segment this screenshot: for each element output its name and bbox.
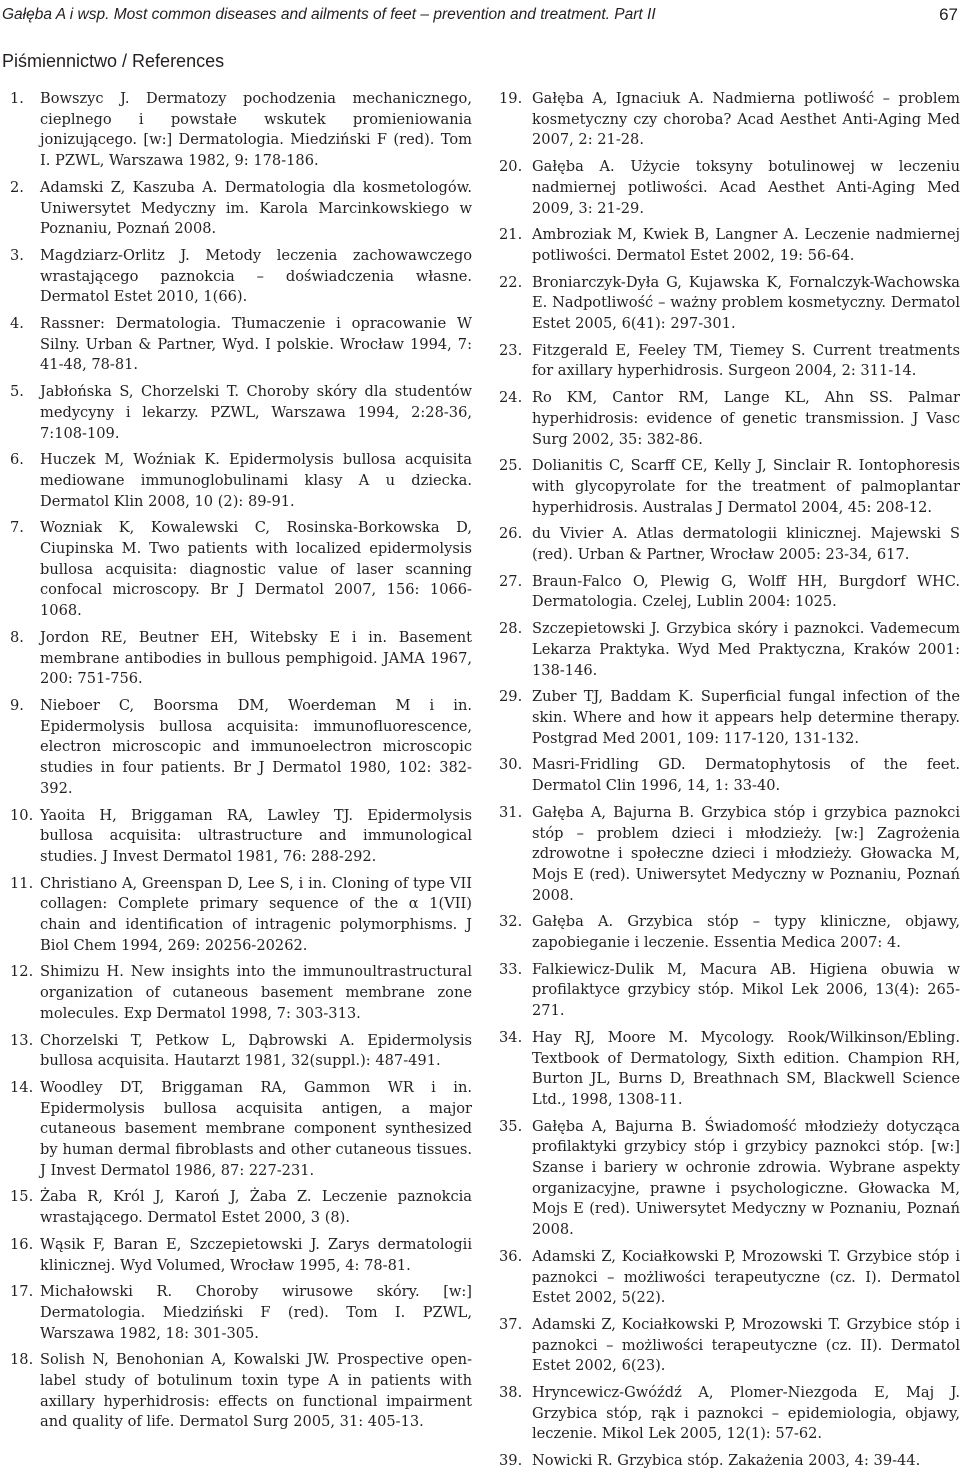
reference-item xyxy=(2,450,472,512)
reference-item xyxy=(494,388,960,450)
reference-number: 21. xyxy=(499,226,523,244)
reference-number: 6. xyxy=(10,451,24,469)
reference-text: Gałęba A. Użycie toksyny botulinowej w leczeniu nadmiernej potliwości. Acad Aesthet Anti-Aging Med 2009, 3: 21-29. xyxy=(532,158,960,217)
reference-item xyxy=(494,89,960,151)
running-header xyxy=(2,0,958,30)
reference-text: Fitzgerald E, Feeley TM, Tiemey S. Current treatments for axillary hyperhidrosis. Surgeon 2004, 2: 311-14. xyxy=(532,341,960,380)
reference-text: Adamski Z, Kociałkowski P, Mrozowski T. Grzybice stóp i paznokci – możliwości terapeutyczne (cz. I). Dermatol Estet 2002, 5(22). xyxy=(532,1247,960,1307)
reference-number: 26. xyxy=(499,525,523,543)
reference-text: Rassner: Dermatologia. Tłumaczenie i opracowanie W Silny. Urban & Partner, Wyd. I polskie. Wrocław 1994, 7: 41-48, 78-81. xyxy=(40,315,472,374)
reference-text: Żaba R, Król J, Karoń J, Żaba Z. Leczenie paznokcia wrastającego. Dermatol Estet 2000, 3 (8). xyxy=(40,1188,472,1227)
reference-text: Hryncewicz-Gwóźdź A, Plomer-Niezgoda E, Maj J. Grzybica stóp, rąk i paznokci – epidemiologia, objawy, leczenie. Mikol Lek 2005, 12(1): 57-62. xyxy=(532,1384,960,1443)
reference-text: Bowszyc J. Dermatozy pochodzenia mechanicznego, cieplnego i powstałe wskutek promieniowania jonizującego. [w:] Dermatologia. Miedziński F (red). Tom I. PZWL, Warszawa 1982, 9: 178-186. xyxy=(40,90,472,170)
reference-text: Jabłońska S, Chorzelski T. Choroby skóry dla studentów medycyny i lekarzy. PZWL, Warszawa 1994, 2:28-36, 7:108-109. xyxy=(40,383,472,442)
reference-number: 2. xyxy=(10,178,24,196)
reference-item xyxy=(2,1235,472,1276)
reference-text: Woodley DT, Briggaman RA, Gammon WR i in. Epidermolysis bullosa acquisita antigen, a major cutaneous basement membrane component synthesized by human dermal fibroblasts and other cutaneous tissues. J Invest Dermatol 1986, 87: 227-231. xyxy=(40,1078,472,1179)
section-title: Piśmiennictwo / References xyxy=(2,51,225,71)
reference-number: 25. xyxy=(499,457,523,475)
reference-number: 4. xyxy=(10,315,24,333)
reference-item xyxy=(494,1315,960,1377)
reference-item xyxy=(494,619,960,681)
reference-item xyxy=(2,1078,472,1182)
reference-text: Wąsik F, Baran E, Szczepietowski J. Zarys dermatologii klinicznej. Wyd Volumed, Wrocław 1995, 4: 78-81. xyxy=(40,1235,472,1274)
reference-number: 9. xyxy=(10,696,24,714)
reference-number: 31. xyxy=(499,803,523,821)
reference-number: 23. xyxy=(499,341,523,359)
reference-number: 10. xyxy=(10,806,34,824)
reference-item xyxy=(494,1247,960,1309)
reference-text: Masri-Fridling GD. Dermatophytosis of the feet. Dermatol Clin 1996, 14, 1: 33-40. xyxy=(532,756,960,795)
reference-number: 15. xyxy=(10,1188,34,1206)
running-title: Gałęba A i wsp. Most common diseases and ailments of feet – prevention and treatment. Part II xyxy=(2,6,656,23)
reference-item xyxy=(494,1383,960,1445)
reference-text: Gałęba A, Ignaciuk A. Nadmierna potliwość – problem kosmetyczny czy choroba? Acad Aesthet Anti-Aging Med 2007, 2: 21-28. xyxy=(532,90,960,149)
reference-item xyxy=(494,1028,960,1111)
reference-text: Adamski Z, Kaszuba A. Dermatologia dla kosmetologów. Uniwersytet Medyczny im. Karola Marcinkowskiego w Poznaniu, Poznań 2008. xyxy=(40,178,472,238)
reference-text: Hay RJ, Moore M. Mycology. Rook/Wilkinson/Ebling. Textbook of Dermatology, Sixth edition. Champion RH, Burton JL, Burns D, Breathnach SM, Blackwell Science Ltd., 1998, 1308-11. xyxy=(532,1028,960,1108)
reference-item xyxy=(2,874,472,957)
reference-text: Falkiewicz-Dulik M, Macura AB. Higiena obuwia w profilaktyce grzybicy stóp. Mikol Lek 2006, 13(4): 265-271. xyxy=(532,960,960,1020)
reference-number: 19. xyxy=(499,90,523,107)
reference-item xyxy=(2,246,472,308)
reference-number: 12. xyxy=(10,963,34,981)
references-column-right xyxy=(494,89,960,1478)
reference-item xyxy=(494,225,960,266)
reference-text: Michałowski R. Choroby wirusowe skóry. [w:] Dermatologia. Miedziński F (red). Tom I. PZWL, Warszawa 1982, 18: 301-305. xyxy=(40,1283,472,1342)
reference-number: 38. xyxy=(499,1384,523,1402)
reference-number: 37. xyxy=(499,1315,523,1333)
reference-text: du Vivier A. Atlas dermatologii klinicznej. Majewski S (red). Urban & Partner, Wrocław 2005: 23-34, 617. xyxy=(532,525,960,564)
reference-number: 30. xyxy=(499,756,523,774)
reference-number: 24. xyxy=(499,389,523,407)
reference-text: Ambroziak M, Kwiek B, Langner A. Leczenie nadmiernej potliwości. Dermatol Estet 2002, 19: 56-64. xyxy=(532,226,960,264)
reference-item xyxy=(2,382,472,444)
reference-text: Gałęba A. Grzybica stóp – typy kliniczne, objawy, zapobieganie i leczenie. Essentia Medica 2007: 4. xyxy=(532,913,960,952)
reference-text: Chorzelski T, Petkow L, Dąbrowski A. Epidermolysis bullosa acquisita. Hautarzt 1981, 32(suppl.): 487-491. xyxy=(40,1031,472,1070)
reference-item xyxy=(2,806,472,868)
reference-number: 16. xyxy=(10,1235,34,1253)
reference-item xyxy=(494,803,960,907)
reference-item xyxy=(2,518,472,622)
reference-text: Yaoita H, Briggaman RA, Lawley TJ. Epidermolysis bullosa acquisita: ultrastructure and immunological studies. J Invest Dermatol 1981, 76: 288-292. xyxy=(40,806,472,865)
reference-text: Zuber TJ, Baddam K. Superficial fungal infection of the skin. Where and how it appears help determine therapy. Postgrad Med 2001, 109: 117-120, 131-132. xyxy=(532,688,960,747)
reference-text: Solish N, Benohonian A, Kowalski JW. Prospective open-label study of botulinum toxin type A in patients with axillary hyperhidrosis: effects on functional impairment and quality of life. Dermatol Surg 2005, 31: 405-13. xyxy=(40,1351,472,1431)
reference-text: Shimizu H. New insights into the immunoultrastructural organization of cutaneous basement membrane zone molecules. Exp Dermatol 1998, 7: 303-313. xyxy=(40,963,472,1022)
reference-item xyxy=(494,1117,960,1241)
reference-number: 5. xyxy=(10,383,24,401)
reference-text: Szczepietowski J. Grzybica skóry i paznokci. Vademecum Lekarza Praktyka. Wyd Med Praktyczna, Kraków 2001: 138-146. xyxy=(532,620,960,679)
reference-item xyxy=(2,1031,472,1072)
reference-number: 32. xyxy=(499,913,523,931)
reference-number: 35. xyxy=(499,1117,523,1135)
reference-number: 27. xyxy=(499,572,523,590)
reference-text: Nowicki R. Grzybica stóp. Zakażenia 2003, 4: 39-44. xyxy=(532,1452,921,1470)
reference-item xyxy=(2,628,472,690)
reference-text: Ro KM, Cantor RM, Lange KL, Ahn SS. Palmar hyperhidrosis: evidence of genetic transmission. J Vasc Surg 2002, 35: 382-86. xyxy=(532,389,960,448)
reference-text: Huczek M, Woźniak K. Epidermolysis bullosa acquisita mediowane immunoglobulinami klasy A u dziecka. Dermatol Klin 2008, 10 (2): 89-91. xyxy=(40,451,472,510)
reference-item xyxy=(494,341,960,382)
reference-item xyxy=(2,89,472,172)
reference-number: 7. xyxy=(10,519,24,537)
reference-number: 33. xyxy=(499,960,523,978)
reference-text: Dolianitis C, Scarff CE, Kelly J, Sinclair R. Iontophoresis with glycopyrolate for the treatment of palmoplantar hyperhidrosis. Australas J Dermatol 2004, 45: 208-12. xyxy=(532,457,960,516)
references-column-left xyxy=(2,89,472,1439)
reference-item xyxy=(494,755,960,796)
reference-item xyxy=(494,1451,960,1472)
reference-text: Christiano A, Greenspan D, Lee S, i in. Cloning of type VII collagen: Complete primary sequence of the α 1(VII) chain and identification of intragenic polymorphisms. J Biol Chem 1994, 269: 20256-20262. xyxy=(40,874,472,954)
reference-item xyxy=(2,1350,472,1433)
reference-number: 8. xyxy=(10,628,24,646)
reference-item xyxy=(494,456,960,518)
reference-text: Gałęba A, Bajurna B. Grzybica stóp i grzybica paznokci stóp – problem dzieci i młodzieży. [w:] Zagrożenia zdrowotne i społeczne dzieci i młodzieży. Głowacka M, Mojs E (red). Uniwersytet Medyczny w Poznaniu, Poznań 2008. xyxy=(532,803,960,904)
reference-text: Nieboer C, Boorsma DM, Woerdeman M i in. Epidermolysis bullosa acquisita: immunofluorescence, electron microscopic and immunoelectron microscopic studies in four patients. Br J Dermatol 1980, 102: 382-392. xyxy=(40,696,472,797)
reference-number: 1. xyxy=(10,90,24,107)
reference-number: 11. xyxy=(10,874,34,892)
reference-text: Braun-Falco O, Plewig G, Wolff HH, Burgdorf WHC. Dermatologia. Czelej, Lublin 2004: 1025. xyxy=(532,572,960,611)
page-number: 67 xyxy=(939,5,958,24)
reference-text: Adamski Z, Kociałkowski P, Mrozowski T. Grzybice stóp i paznokci – możliwości terapeutyczne (cz. II). Dermatol Estet 2002, 6(23). xyxy=(532,1315,960,1375)
reference-item xyxy=(2,1187,472,1228)
reference-number: 17. xyxy=(10,1283,34,1301)
reference-item xyxy=(494,572,960,613)
reference-text: Jordon RE, Beutner EH, Witebsky E i in. Basement membrane antibodies in bullous pemphigoid. JAMA 1967, 200: 751-756. xyxy=(40,628,472,688)
reference-item xyxy=(494,273,960,335)
reference-number: 29. xyxy=(499,688,523,706)
reference-number: 3. xyxy=(10,246,24,264)
reference-item xyxy=(494,912,960,953)
reference-number: 22. xyxy=(499,273,523,291)
reference-number: 36. xyxy=(499,1247,523,1265)
reference-item xyxy=(2,962,472,1024)
reference-number: 13. xyxy=(10,1031,34,1049)
reference-number: 20. xyxy=(499,158,523,176)
reference-item xyxy=(2,1282,472,1344)
reference-item xyxy=(2,314,472,376)
reference-text: Magdziarz-Orlitz J. Metody leczenia zachowawczego wrastającego paznokcia – doświadczenia własne. Dermatol Estet 2010, 1(66). xyxy=(40,246,472,306)
reference-item xyxy=(494,960,960,1022)
reference-text: Broniarczyk-Dyła G, Kujawska K, Fornalczyk-Wachowska E. Nadpotliwość – ważny problem kosmetyczny. Dermatol Estet 2005, 6(41): 297-301. xyxy=(532,273,960,333)
reference-item xyxy=(494,524,960,565)
reference-item xyxy=(2,178,472,240)
reference-number: 18. xyxy=(10,1351,34,1369)
reference-number: 34. xyxy=(499,1028,523,1046)
reference-text: Gałęba A, Bajurna B. Świadomość młodzieży dotycząca profilaktyki grzybicy stóp i grzybicy paznokci stóp. [w:] Szanse i bariery w ochronie zdrowia. Wybrane aspekty organizacyjne, prawne i psychologiczne. Głowacka M, Mojs E (red). Uniwersytet Medyczny w Poznaniu, Poznań 2008. xyxy=(532,1117,960,1239)
reference-number: 28. xyxy=(499,620,523,638)
reference-number: 39. xyxy=(499,1452,523,1470)
reference-item xyxy=(494,157,960,219)
reference-item xyxy=(2,696,472,800)
reference-item xyxy=(494,687,960,749)
reference-text: Wozniak K, Kowalewski C, Rosinska-Borkowska D, Ciupinska M. Two patients with localized epidermolysis bullosa acquisita: diagnostic value of laser scanning confocal microscopy. Br J Dermatol 2007, 156: 1066-1068. xyxy=(40,519,472,620)
reference-number: 14. xyxy=(10,1078,34,1096)
